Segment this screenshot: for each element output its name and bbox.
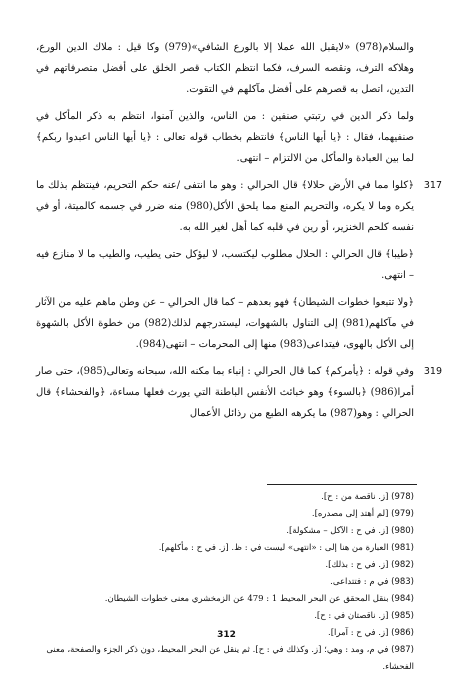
text-line: ولما ذكر الدين في رتبتي صنفين : من الناس، والذين آمنوا، انتظم به ذكر المأكل bbox=[54, 111, 414, 122]
text-line: في صنفيهما، فقال : ﴿يا أيها الناس﴾ فانتظم بخطاب قوله تعالى : ﴿يا أيها الناس اعبدوا bbox=[36, 111, 414, 143]
footnotes bbox=[36, 489, 414, 676]
footnote-text: في م : فتتداعى. bbox=[330, 577, 389, 587]
verse-paragraph-317 bbox=[36, 175, 442, 238]
text-line: ربكم﴾ لما بين العبادة والمأكل من الالتزام – انتهى. bbox=[36, 132, 414, 164]
footnote bbox=[36, 523, 414, 540]
footnote-text: [ز. ناقصتان في : ح]. bbox=[314, 611, 389, 621]
text-line: ﴿والفحشاء﴾ قال الحرالي : وهو(987) ما يكرهه الطبع من رذائل الأعمال bbox=[36, 387, 414, 419]
text-line: جسمه كالميتة، أو في نفسه كلحم الخنزير، أو رين في قلبه كما أهل لغير الله به. bbox=[36, 201, 414, 233]
text-line: خطوة الأكل بالشهوة إلى الأكل بالهوى، فيتداعى(983) منها إلى المحرمات – انتهى(984). bbox=[36, 318, 414, 350]
footnote-text: في م، ومد : وهي؛ [ز. وكذلك في : ح]. ثم ينقل عن البحر المحيط، دون ذكر الجزء والصفحة، معنى bbox=[46, 645, 389, 655]
text-line: ﴿طيبا﴾ قال الحرالي : الحلال مطلوب ليكتسب، لا ليؤكل حتى يطيب، والطيب bbox=[98, 249, 414, 260]
text-line: في التدين، اتصل به قصرهم على أفضل مآكلهم في التقوت. bbox=[36, 63, 414, 95]
paragraph bbox=[36, 292, 414, 355]
footnote-number: (983) bbox=[391, 577, 414, 587]
footnote-number: (982) bbox=[391, 560, 414, 570]
footnote-text: [ز. في ح : بذلك]. bbox=[325, 560, 389, 570]
footnote-continuation bbox=[36, 659, 414, 676]
footnote-text: [ز. في ح : الآكل – مشكولة]. bbox=[286, 526, 389, 536]
footnote-number: (978) bbox=[391, 492, 414, 502]
footnote-text: [ز. ناقصة من : ح]. bbox=[321, 492, 389, 502]
verse-paragraph-319 bbox=[36, 361, 442, 424]
footnote bbox=[36, 506, 414, 523]
verse-number: 317 bbox=[423, 180, 442, 191]
footnote-text: [لم أهتد إلى مصدره]. bbox=[311, 509, 389, 519]
footnote-number: (981) bbox=[391, 543, 414, 553]
footnote bbox=[36, 574, 414, 591]
text-line: عليه من الآثار في مآكلهم(981) إلى التناول بالشهوات، ليستدرجهم لذلك(982) من bbox=[36, 297, 414, 329]
footnote bbox=[36, 608, 414, 625]
text-line: فينتظم بذلك ما يكره وما لا يكره، والتحريم المنع مما يلحق الأكل(980) منه ضرر في bbox=[36, 180, 414, 212]
footnote-number: (979) bbox=[391, 509, 414, 519]
verse-number: 319 bbox=[423, 366, 442, 377]
text-line: حتى صار أمرا(986) ﴿بالسوء﴾ وهو خبائث الأنفس الباطنة التي يورث فعلها مساءة، bbox=[36, 366, 414, 398]
text-line: ما لا منازع فيه – انتهى. bbox=[36, 249, 414, 281]
footnote-number: (985) bbox=[391, 611, 414, 621]
text-line: وفي قوله : ﴿يأمركم﴾ كما قال الحرالي : إنباء بما مكنه الله، سبحانه وتعالى(985)، bbox=[76, 366, 414, 377]
footnote bbox=[36, 642, 414, 659]
footnote-text: الفحشاء. bbox=[382, 662, 414, 672]
page-number: 312 bbox=[217, 630, 236, 640]
footnote-number: (980) bbox=[391, 526, 414, 536]
main-text bbox=[36, 37, 442, 424]
paragraph bbox=[36, 244, 414, 286]
footnote-number: (984) bbox=[391, 594, 414, 604]
text-line: ﴿ولا تتبعوا خطوات الشيطان﴾ فهو بعدهم – كما قال الحرالي – عن وطن ماهم bbox=[95, 297, 414, 308]
footnote-text: العبارة من هنا إلى : «انتهى» ليست في : ظ. [ز. في ح : مأكلهم]. bbox=[158, 543, 389, 553]
text-line: والسلام(978) «لايقبل الله عملا إلا بالورع الشافي»(979) وكا قيل : ملاك الدين الورع، bbox=[36, 42, 415, 53]
footnote-text: [ز. في ح : آمرا]. bbox=[328, 628, 389, 638]
footnote bbox=[36, 489, 414, 506]
footnote bbox=[36, 540, 414, 557]
footnote bbox=[36, 591, 414, 608]
paragraph bbox=[36, 37, 414, 100]
paragraph bbox=[36, 106, 414, 169]
footnote-text: بنقل المحقق عن البحر المحيط 1 : 479 عن الزمخشري معنى خطوات الشيطان. bbox=[104, 594, 389, 604]
text-line: ﴿كلوا مما في الأرض حلالا﴾ قال الحرالي : وهو ما انتفى /عنه حكم التحريم، bbox=[103, 180, 414, 191]
footnote bbox=[36, 557, 414, 574]
footnote-number: (986) bbox=[391, 628, 414, 638]
text-line: وهلاكه الترف، ونقصه السرف، فكما انتظم الكتاب قصر الخلق على أفضل متصرفاتهم bbox=[53, 63, 414, 74]
footnote-number: (987) bbox=[391, 645, 414, 655]
footnote-divider bbox=[267, 484, 417, 485]
